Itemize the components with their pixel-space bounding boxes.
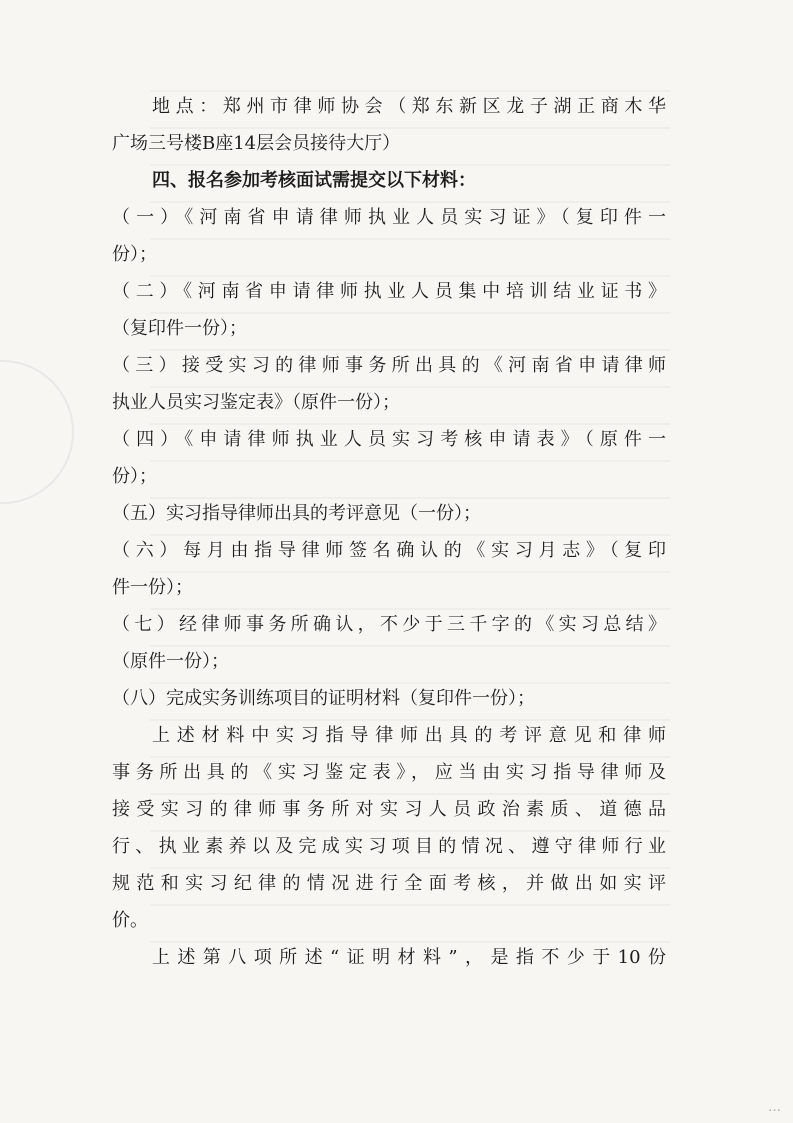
material-item-1-line-2: 份）； <box>112 244 157 265</box>
material-item-6-line-1: （六）每月由指导律师签名确认的《实习月志》（复印 <box>112 540 666 561</box>
explanation-paragraph-line-6: 价。 <box>112 910 148 931</box>
material-item-4-line-2: 份）； <box>112 466 157 487</box>
material-item-8: （八）完成实务训练项目的证明材料（复印件一份）； <box>112 688 535 709</box>
material-item-3-line-1: （三）接受实习的律师事务所出具的《河南省申请律师 <box>112 355 666 376</box>
section-heading: 四、报名参加考核面试需提交以下材料： <box>152 170 476 191</box>
faint-seal-mark <box>0 360 74 504</box>
material-item-3-line-2: 执业人员实习鉴定表》（原件一份）； <box>112 392 400 413</box>
material-item-2-line-1: （二）《河南省申请律师执业人员集中培训结业证书》 <box>112 281 666 302</box>
material-item-5: （五）实习指导律师出具的考评意见（一份）； <box>112 503 481 524</box>
final-paragraph-line-1: 上述第八项所述“证明材料”，是指不少于10份 <box>152 947 666 968</box>
explanation-paragraph-line-1: 上述材料中实习指导律师出具的考评意见和律师 <box>152 725 666 746</box>
explanation-paragraph-line-4: 行、执业素养以及完成实习项目的情况、遵守律师行业 <box>112 836 666 857</box>
material-item-2-line-2: （复印件一份）； <box>112 318 247 339</box>
material-item-1-line-1: （一）《河南省申请律师执业人员实习证》（复印件一 <box>112 207 666 228</box>
material-item-4-line-1: （四）《申请律师执业人员实习考核申请表》（原件一 <box>112 429 666 450</box>
material-item-7-line-2: （原件一份）； <box>112 651 229 672</box>
explanation-paragraph-line-3: 接受实习的律师事务所对实习人员政治素质、道德品 <box>112 799 666 820</box>
document-body <box>112 88 666 976</box>
explanation-paragraph-line-2: 事务所出具的《实习鉴定表》，应当由实习指导律师及 <box>112 762 666 783</box>
corner-scan-mark: … <box>768 1100 781 1115</box>
material-item-6-line-2: 件一份）； <box>112 577 193 598</box>
location-line-2: 广场三号楼B座14层会员接待大厅） <box>112 133 401 154</box>
location-line-1: 地点：郑州市律师协会（郑东新区龙子湖正商木华 <box>152 96 666 117</box>
explanation-paragraph-line-5: 规范和实习纪律的情况进行全面考核，并做出如实评 <box>112 873 666 894</box>
material-item-7-line-1: （七）经律师事务所确认，不少于三千字的《实习总结》 <box>112 614 666 635</box>
